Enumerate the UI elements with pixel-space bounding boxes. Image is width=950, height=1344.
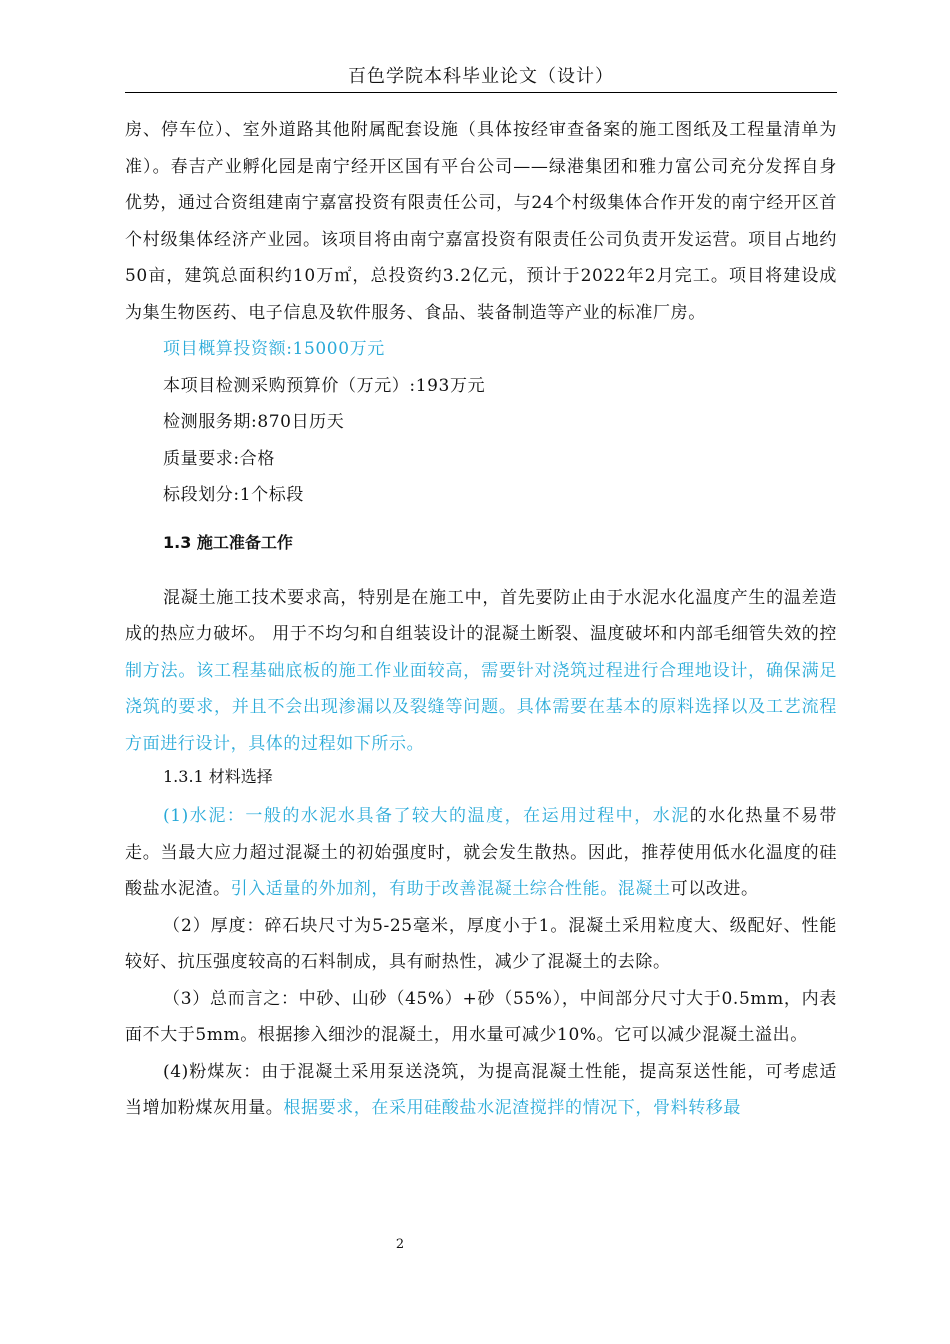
header-divider xyxy=(125,92,837,93)
text-run: 可以改进。 xyxy=(670,879,759,899)
sections-line: 标段划分:1个标段 xyxy=(163,485,304,505)
paragraph-thickness: （2）厚度：碎石块尺寸为5-25毫米，厚度小于1。混凝土采用粒度大、级配好、性能较好、抗压强度较高的石料制成，具有耐热性，减少了混凝土的去除。 xyxy=(125,915,837,972)
paragraph-project-intro: 房、停车位）、室外道路其他附属配套设施（具体按经审查备案的施工图纸及工程量清单为准）。春吉产业孵化园是南宁经开区国有平台公司——绿港集团和雅力富公司充分发挥自身优势，通过合资组建南宁嘉富投资有限责任公司，与24个村级集体合作开发的南宁经开区首个村级集体经济产业园。该项目将由南宁嘉富投资有限责任公司负责开发运营。项目占地约50亩，建筑总面积约10万㎡，总投资约3.2亿元，预计于2022年2月完工。项目将建设成为集生物医药、电子信息及软件服务、食品、装备制造等产业的标准厂房。 xyxy=(125,120,837,323)
paragraph-construction-requirements xyxy=(125,580,837,763)
subsection-heading-1-3-1: 1.3.1 材料选择 xyxy=(163,767,273,786)
document-body xyxy=(125,112,837,1127)
paragraph-cement xyxy=(125,798,837,908)
page-header-title: 百色学院本科毕业论文（设计） xyxy=(348,66,614,87)
page-number: 2 xyxy=(395,1237,405,1252)
text-run: 的水化热量不易带走。当最大应力超过混凝土的初始强度时，就会发生散热。因此，推荐使用低水化温度的硅酸盐水泥渣。 xyxy=(125,806,837,899)
service-period-line: 检测服务期:870日历天 xyxy=(163,412,345,432)
section-heading-1-3: 1.3 施工准备工作 xyxy=(163,532,293,552)
quality-line: 质量要求:合格 xyxy=(163,448,275,469)
procurement-line: 本项目检测采购预算价（万元）:193万元 xyxy=(163,375,486,396)
budget-line: 项目概算投资额:15000万元 xyxy=(163,339,385,359)
highlighted-text-run: 根据要求，在采用硅酸盐水泥渣搅拌的情况下，骨料转移最 xyxy=(283,1098,742,1118)
text-run: (4)粉煤灰：由于混凝土采用泵送浇筑，为提高混凝土性能，提高泵送性能，可考虑适当增加粉煤灰用量。 xyxy=(125,1061,837,1118)
highlighted-text-run: (1)水泥：一般的水泥水具备了较大的温度，在运用过程中，水泥 xyxy=(163,806,690,826)
text-run: 混凝土施工技术要求高，特别是在施工中，首先要防止由于水泥水化温度产生的温差造成的热应力破坏。 用于不均匀和自组装设计的混凝土断裂、温度破坏和内部毛细管失效的控 xyxy=(125,587,837,644)
highlighted-text-run: 制方法。该工程基础底板的施工作业面较高，需要针对浇筑过程进行合理地设计，确保满足浇筑的要求，并且不会出现渗漏以及裂缝等问题。具体需要在基本的原料选择以及工艺流程方面进行设计，具体的过程如下所示。 xyxy=(125,660,837,754)
highlighted-text-run: 引入适量的外加剂，有助于改善混凝土综合性能。混凝土 xyxy=(230,879,671,899)
paragraph-sand: （3）总而言之：中砂、山砂（45%）+砂（55%），中间部分尺寸大于0.5mm，内表面不大于5mm。根据掺入细沙的混凝土，用水量可减少10%。它可以减少混凝土溢出。 xyxy=(125,988,837,1045)
paragraph-fly-ash xyxy=(125,1054,837,1127)
